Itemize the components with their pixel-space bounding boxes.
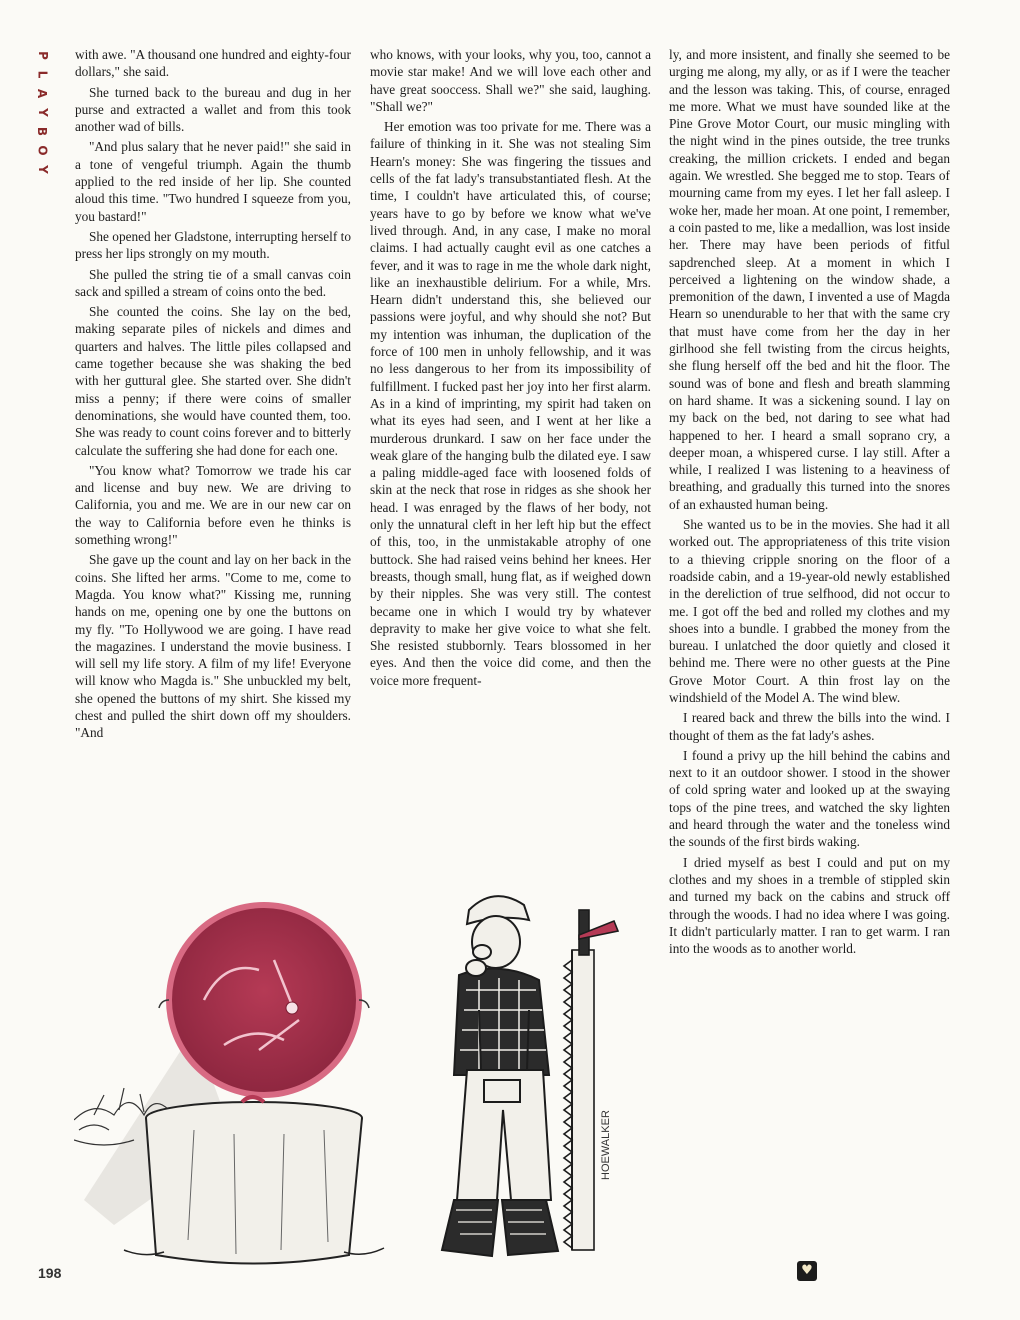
- running-head-letter: B: [35, 126, 50, 137]
- paragraph: I found a privy up the hill behind the cabins and next to it an outdoor shower. I stood in the shower of cold spring water and looked up at the swaying tops of the pine trees, and watched the sky lighten and heard through the water and the toneless wind the sounds of the first birds waking.: [669, 747, 950, 850]
- paragraph: "And plus salary that he never paid!" she said in a tone of vengeful triumph. Again the thumb applied to the red inside of her lip. She counted aloud this time. "Two hundred I squeeze from you, you bastard!": [75, 139, 351, 224]
- paragraph: I reared back and threw the bills into the wind. I thought of them as the fat lady's ashes.: [669, 710, 950, 743]
- running-head-letter: O: [35, 145, 50, 156]
- end-mark-icon: ♥: [797, 1261, 817, 1281]
- cartoon-drawing: [74, 880, 664, 1275]
- running-head-letter: P: [35, 51, 50, 60]
- crosscut-saw-icon: [564, 910, 618, 1250]
- paragraph: She wanted us to be in the movies. She had it all worked out. The appropriateness of this trite vision to a thieving cripple snoring on the floor of a roadside cabin, and a 19-year-old newly established in the dereliction of true selfhood, did not occur to me. I got off the bed and rolled my clothes and my shoes into a bundle. I grabbed the money from the bureau. I unlatched the door quietly and closed it behind me. There were no other guests at the Pine Grove Motor Court. A thin frost lay on the windshield of the Model A. The wind blew.: [669, 517, 950, 705]
- paragraph: with awe. "A thousand one hundred and eighty-four dollars," she said.: [75, 47, 351, 80]
- page-number: 198: [38, 1265, 62, 1281]
- tree-stump-icon: [124, 1097, 384, 1264]
- paragraph: I dried myself as best I could and put on my clothes and my shoes in a tremble of stippled skin and turned my back on the cabins and struck off through the woods. I had no idea where I was going. It didn't particularly matter. I ran to get warm. I ran into the woods as to another world.: [669, 854, 950, 957]
- running-head-letter: A: [35, 88, 50, 99]
- text-column-1: [75, 46, 351, 745]
- artist-signature: HOEWALKER: [600, 1110, 612, 1180]
- paragraph: who knows, with your looks, why you, too, cannot a movie star make! And we will love each other and have great sooccess. Shall we?" she said, laughing. "Shall we?": [370, 47, 651, 114]
- paragraph: She pulled the string tie of a small canvas coin sack and spilled a stream of coins onto the bed.: [75, 266, 351, 299]
- cartoon-illustration: [74, 880, 664, 1275]
- paragraph: Her emotion was too private for me. There was a failure of thinking in it. She was not stealing Sim Hearn's money: She was fingering the tissues and cells of the fat lady's transubstantiated flesh. At the time, I couldn't have articulated this, of course; years have to go by before we know what we've lived through. And, in any case, I make no moral claims. I had actually caught evil as one catches a fever, and it was to rage in me the whole dark night, like an inexhaustible delirium. For a while, Mrs. Hearn didn't understand this, she believed our passions were joyful, and why should she not? But my intention was inhuman, the duplication of the force of 100 men in unholy fellowship, and it was no less dangerous to her from its impossibility of fulfillment. I fucked past her joy into her first alarm. As in a kind of imprinting, my spirit had taken on what its eyes had seen, and I went at her like a murderous drunkard. I saw on her face under the weak glare of the hanging bulb the dilated eye. I saw a paling middle-aged face with loosened folds of skin at the neck that rose in ridges as she shook her head. I was enraged by the flaws of her body, not only the unnatural cleft in her left hip but the effect of this, too, in the unmistakable atrophy of one buttock. She had raised veins behind her knees. Her breasts, though small, hung flat, as if weighed down by their nipples. She was very still. The contest became one in which I would try by whatever depravity to make her give voice to what she felt. She resisted stubbornly. Tears blossomed in her eyes. And then the voice did come, and then the voice more frequent-: [370, 119, 651, 688]
- text-column-2: [370, 46, 651, 692]
- text-column-3: [669, 46, 950, 960]
- running-head-letter: Y: [35, 108, 50, 117]
- paragraph: She counted the coins. She lay on the bed, making separate piles of nickels and dimes and quarters and halves. The little piles collapsed and came together because she was shaking the bed with her guttural glee. She started over. She didn't miss a penny; if there were coins of smaller denominations, she would have counted them, too. She was ready to count coins forever and to bitterly calculate the suffering she had done for each one.: [75, 304, 351, 458]
- running-head: [30, 46, 54, 179]
- running-head-letter: Y: [35, 165, 50, 174]
- paragraph: ly, and more insistent, and finally she seemed to be urging me along, my ally, or as if I were the teacher and the lesson was taking. This, of course, enraged me more. What we must have sounded like at the Pine Grove Motor Court, our music mingling with the night wind in the pines outside, the tree trunks creaking, the million crickets. I ended and began again. We wrestled. She begged me to stop. Tears of mourning came from my eyes. I let her fall asleep. I woke her, made her moan. At one point, I remember, a coin pasted to me, like a medallion, was lost inside her. There may have been periods of fitful sapdrenched sleep. At a moment in which I perceived a lightening on the window shade, a premonition of the dawn, I invented a use of Magda Hearn so unendurable to her that with the same cry that must have come from her the day in her girlhood she fell twisting from the circus heights, she flung herself off the bed and hit the floor. The sound was of bone and flesh and breath slamming on hard shame. It was a sickening sound. I lay on my back on the bed, not daring to see what had happened to her. I heard a small soprano cry, a deeper moan, a whispered curse. I lay still. After a while, I realized I was listening to a heaviness of breathing, and gradually this turned into the snores of an exhausted human being.: [669, 47, 950, 512]
- running-head-letter: L: [35, 70, 50, 79]
- paragraph: She opened her Gladstone, interrupting herself to press her lips strongly on my mouth.: [75, 228, 351, 262]
- paragraph: She gave up the count and lay on her back in the coins. She lifted her arms. "Come to me, come to Magda. You know what?" Kissing me, running hands on me, opening one by one the buttons on my fly. "To Hollywood we are going. I have read the magazines. I understand the movie business. I will sell my life story. A film of my life! Everyone will know who Magda is." She unbuckled my belt, she opened the buttons of my shirt. She kissed my chest and pulled the shirt down off my shoulders. "And: [75, 552, 351, 741]
- paragraph: She turned back to the bureau and dug in her purse and extracted a wallet and from this took another wad of bills.: [75, 84, 351, 135]
- lumberjack-icon: [442, 896, 558, 1256]
- paragraph: "You know what? Tomorrow we trade his car and license and buy new. We are driving to California, you and me. We are in our new car on the way to California before even he thinks is something wrong!": [75, 462, 351, 548]
